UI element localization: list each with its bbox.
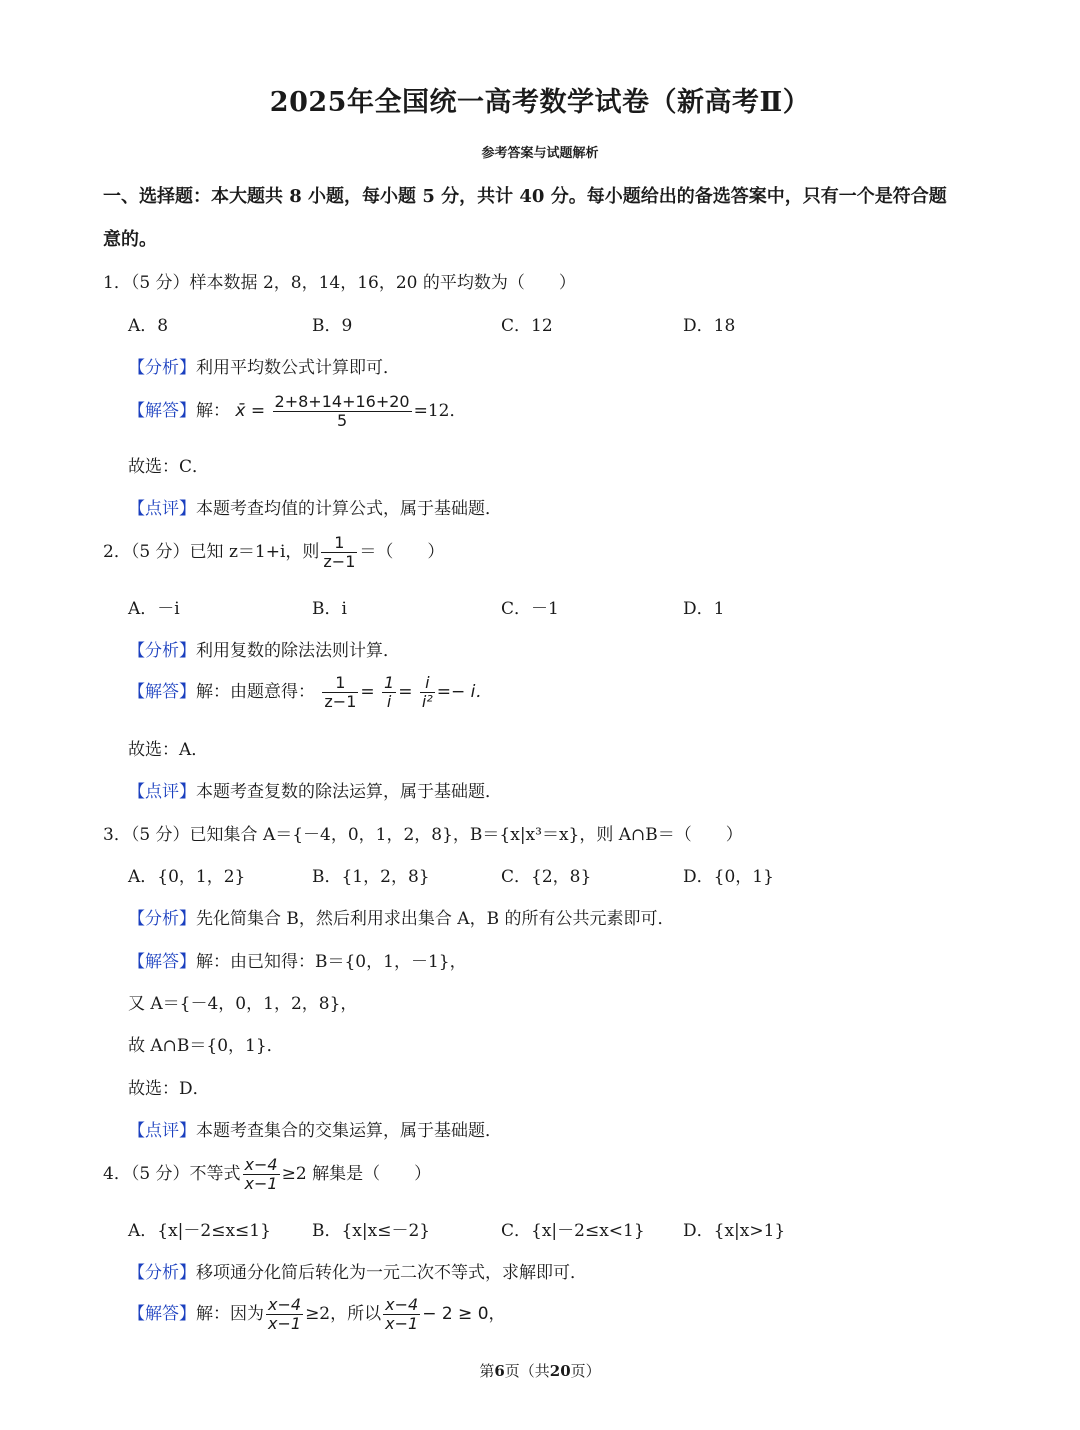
q2-option-b: B．i <box>312 599 347 619</box>
q2-comment: 【点评】本题考查复数的除法运算，属于基础题． <box>128 782 502 802</box>
q1-option-b: B．9 <box>312 316 353 336</box>
comment-tag: 【点评】 <box>128 499 196 519</box>
q2-fraction-3: $\frac{i}{\text{i²}}$ <box>421 673 433 711</box>
analysis-tag: 【分析】 <box>128 358 196 378</box>
page-title: 2025年全国统一高考数学试卷（新高考Ⅱ） <box>269 87 811 118</box>
q3-solution-line2: 又 A＝{－4，0，1，2，8}， <box>128 994 358 1014</box>
section-heading: 一、选择题：本大题共 8 小题，每小题 5 分，共计 40 分。每小题给出的备选答案中，只有一个是符合题 <box>103 186 947 207</box>
q3-comment: 【点评】本题考查集合的交集运算，属于基础题． <box>128 1121 502 1141</box>
q4-option-b: B．{x|x≤－2} <box>312 1221 431 1241</box>
q4-fraction-2: $\frac{x-4}{x-1}$ <box>385 1295 419 1333</box>
q2-stem-fraction: $\frac{1}{z-1}$ <box>323 533 356 571</box>
page-footer: 第6页（共20页） <box>479 1362 601 1380</box>
q3-option-c: C．{2，8} <box>501 867 592 887</box>
question-2-stem: 2．（5 分）已知 z＝1+i，则 $\frac{1}{z-1}$ ＝（ ） <box>103 533 445 571</box>
section-heading-cont: 意的。 <box>103 229 157 250</box>
q4-option-a: A．{x|－2≤x≤1} <box>128 1221 271 1241</box>
q3-option-a: A．{0，1，2} <box>128 867 246 887</box>
q3-analysis: 【分析】先化简集合 B，然后利用求出集合 A，B 的所有公共元素即可． <box>128 909 675 929</box>
q3-solution-line1: 【解答】解：由已知得：B＝{0，1，－1}， <box>128 952 467 972</box>
q2-option-a: A．－i <box>128 599 180 619</box>
q1-solution: 【解答】解： x̄ = $\frac{2+8+14+16+20}{5}$ =12． <box>128 392 467 430</box>
q2-option-d: D．1 <box>683 599 725 619</box>
page-subtitle: 参考答案与试题解析 <box>481 146 599 161</box>
q4-solution: 【解答】解：因为 $\frac{x-4}{x-1}$ ≥2，所以 $\frac{x-4}{x-1}$ − 2 ≥ 0， <box>128 1295 506 1333</box>
q1-choose: 故选：C． <box>128 457 210 477</box>
q3-option-d: D．{0，1} <box>683 867 774 887</box>
q1-option-c: C．12 <box>501 316 553 336</box>
q1-analysis: 【分析】利用平均数公式计算即可． <box>128 358 400 378</box>
q2-analysis: 【分析】利用复数的除法法则计算． <box>128 641 400 661</box>
question-4-stem: 4．（5 分）不等式 $\frac{x-4}{x-1}$ ≥2 解集是（ ） <box>103 1155 432 1193</box>
question-3-stem: 3．（5 分）已知集合 A＝{－4，0，1，2，8}，B＝{x|x³＝x}，则 A∩B＝（ ） <box>103 825 743 845</box>
q3-option-b: B．{1，2，8} <box>312 867 430 887</box>
q3-choose: 故选：D． <box>128 1079 210 1099</box>
q2-option-c: C．－1 <box>501 599 559 619</box>
total-pages: 20 <box>549 1362 571 1380</box>
solution-tag: 【解答】 <box>128 401 196 421</box>
q2-choose: 故选：A． <box>128 740 209 760</box>
q4-option-d: D．{x|x>1} <box>683 1221 786 1241</box>
q1-option-d: D．18 <box>683 316 736 336</box>
q4-analysis: 【分析】移项通分化简后转化为一元二次不等式，求解即可． <box>128 1263 587 1283</box>
q4-option-c: C．{x|－2≤x<1} <box>501 1221 645 1241</box>
q2-solution: 【解答】解：由题意得： $\frac{1}{z-1}$ = $\frac{1}{i}$ = $\frac{i}{\text{i²}}$ =− i． <box>128 673 493 711</box>
q1-comment: 【点评】本题考查均值的计算公式，属于基础题． <box>128 499 502 519</box>
q1-fraction: $\frac{2+8+14+16+20}{5}$ <box>274 392 410 430</box>
q2-fraction-2: $\frac{1}{i}$ <box>384 673 395 711</box>
q2-fraction-1: $\frac{1}{z-1}$ <box>324 673 357 711</box>
q4-stem-fraction: $\frac{x-4}{x-1}$ <box>244 1155 278 1193</box>
current-page: 6 <box>494 1362 505 1380</box>
q4-fraction-1: $\frac{x-4}{x-1}$ <box>268 1295 302 1333</box>
question-1-stem: 1．（5 分）样本数据 2，8，14，16，20 的平均数为（ ） <box>103 273 576 293</box>
q1-option-a: A．8 <box>128 316 169 336</box>
q3-solution-line3: 故 A∩B＝{0，1}． <box>128 1036 284 1056</box>
